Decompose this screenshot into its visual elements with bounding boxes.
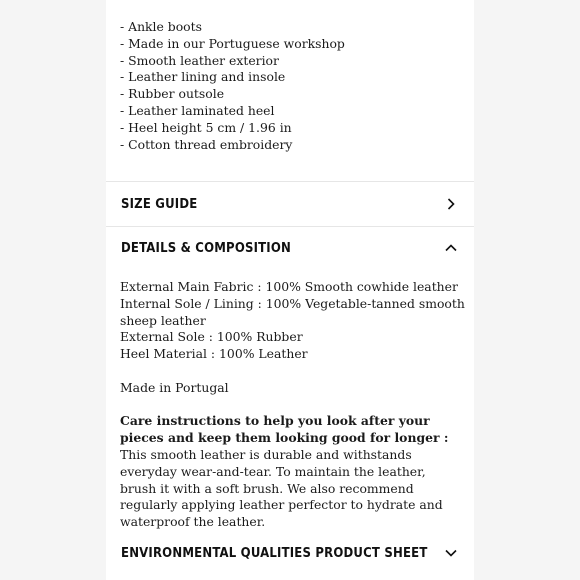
chevron-up-icon bbox=[444, 241, 458, 255]
feature-item: - Rubber outsole bbox=[120, 86, 225, 102]
feature-list bbox=[120, 19, 345, 153]
feature-item: - Cotton thread embroidery bbox=[120, 136, 293, 152]
feature-item: - Made in our Portuguese workshop bbox=[120, 35, 345, 51]
feature-item: - Heel height 5 cm / 1.96 in bbox=[120, 119, 292, 135]
divider bbox=[106, 181, 474, 182]
size-guide-title: SIZE GUIDE bbox=[121, 196, 198, 212]
chevron-right-icon bbox=[444, 197, 458, 211]
size-guide-toggle[interactable] bbox=[106, 183, 474, 225]
origin-text: Made in Portugal bbox=[120, 379, 229, 395]
chevron-down-icon bbox=[444, 546, 458, 560]
care-heading: Care instructions to help you look after your pieces and keep them looking good for longer : bbox=[120, 413, 449, 446]
details-composition-title: DETAILS & COMPOSITION bbox=[121, 240, 291, 256]
care-text: This smooth leather is durable and withstands everyday wear-and-tear. To maintain the leather, brush it with a soft brush. We also recommend regularly applying leather perfector to hydrate and waterproof the leather. bbox=[120, 446, 443, 530]
feature-item: - Leather lining and insole bbox=[120, 69, 286, 85]
feature-item: - Smooth leather exterior bbox=[120, 52, 279, 68]
details-composition-toggle[interactable] bbox=[106, 227, 474, 269]
feature-item: - Ankle boots bbox=[120, 19, 202, 34]
feature-item: - Leather laminated heel bbox=[120, 102, 275, 118]
composition-line: External Sole : 100% Rubber bbox=[120, 329, 303, 345]
product-info-panel bbox=[106, 0, 474, 580]
environmental-qualities-toggle[interactable] bbox=[106, 532, 474, 574]
composition-line: Heel Material : 100% Leather bbox=[120, 346, 308, 362]
composition-line: Internal Sole / Lining : 100% Vegetable-tanned smooth sheep leather bbox=[120, 295, 465, 328]
details-composition-content bbox=[120, 279, 465, 531]
composition-line: External Main Fabric : 100% Smooth cowhide leather bbox=[120, 279, 458, 294]
environmental-qualities-title: ENVIRONMENTAL QUALITIES PRODUCT SHEET bbox=[121, 545, 428, 561]
